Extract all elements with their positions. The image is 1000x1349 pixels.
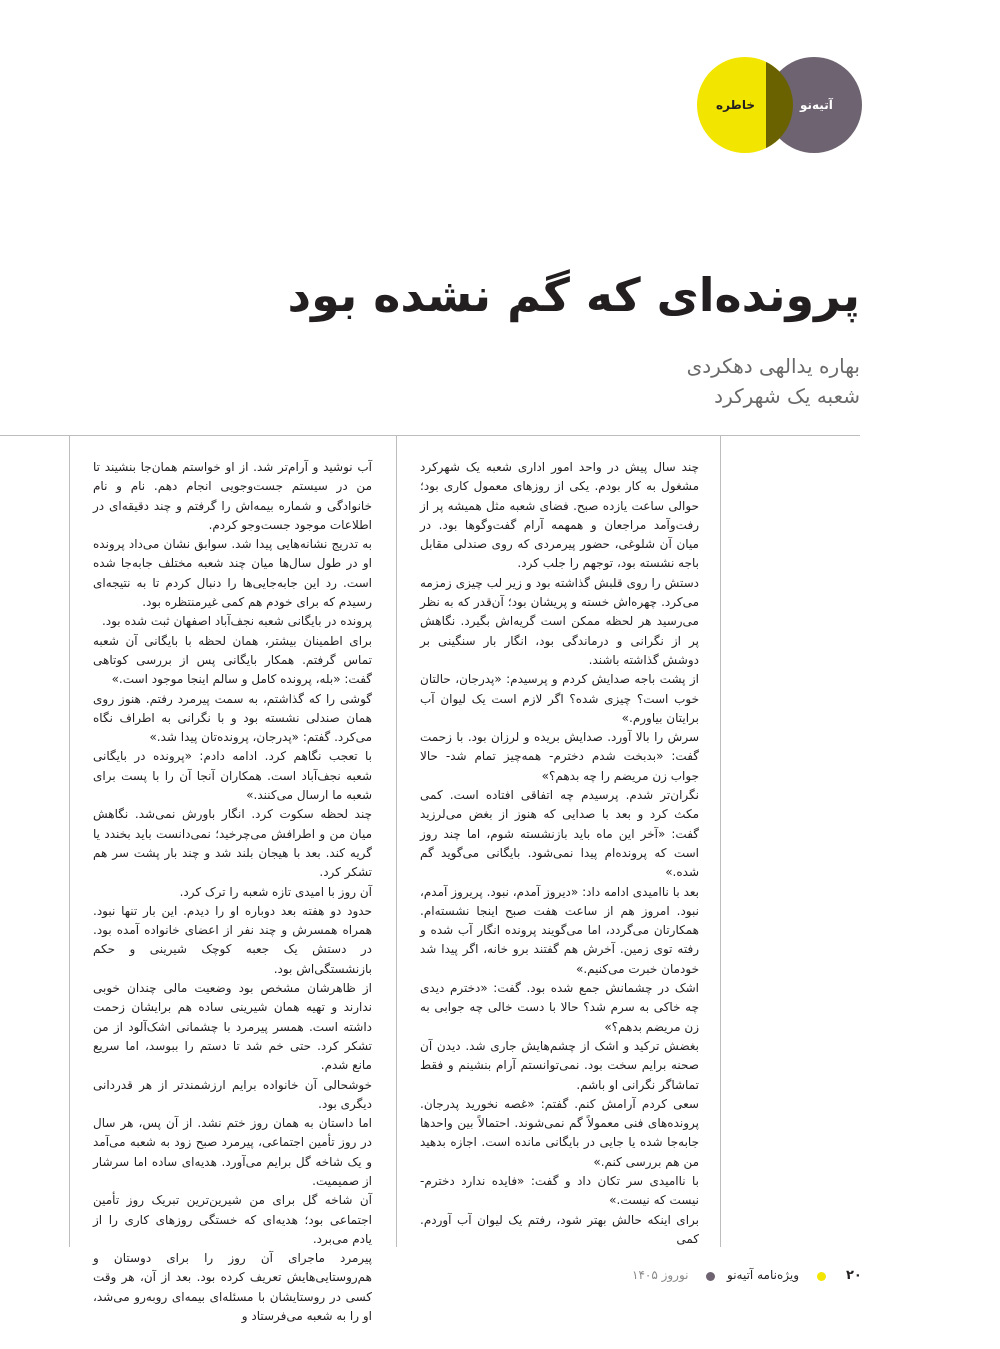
column-divider-left (69, 435, 70, 1247)
author-name: بهاره یدالهی دهکردی (686, 354, 860, 378)
brand-badge-label: آتیه‌نو (800, 98, 833, 112)
page-number: ۲۰ (846, 1268, 862, 1283)
paragraph: چند سال پیش در واحد امور اداری شعبه یک شهرکرد مشغول به کار بودم. یکی از روزهای معمول کاری بود؛ حوالی ساعت یازده صبح. فضای شعبه مثل همیشه پر از رفت‌وآمد مراجعان و همهمه آرام گفت‌وگوها بود. در میان آن شلوغی، حضور پیرمردی که روی صندلی مقابل باجه نشسته بود، توجهم را جلب کرد. (420, 460, 699, 571)
magazine-name: ویژه‌نامه آتیه‌نو (727, 1268, 799, 1282)
paragraph: خوشحالی آن خانواده برایم ارزشمندتر از هر قدردانی دیگری بود. (93, 1077, 372, 1111)
paragraph: بغضش ترکید و اشک از چشم‌هایش جاری شد. دیدن آن صحنه برایم سخت بود. نمی‌توانستم آرام بنشینم و فقط تماشاگر نگرانی او باشم. (420, 1038, 699, 1092)
paragraph: به تدریج نشانه‌هایی پیدا شد. سوابق نشان می‌داد پرونده او در طول سال‌ها میان چند شعبه مختلف جابه‌جا شده است. رد این جابه‌جایی‌ها را دنبال کردم تا به نتیجه‌ای رسیدم که برای خودم هم کمی غیرمنتظره بود. (93, 537, 372, 610)
author-branch: شعبه یک شهرکرد (714, 384, 860, 408)
horizontal-divider (0, 435, 860, 436)
paragraph: برای اینکه حالش بهتر شود، رفتم یک لیوان آب آوردم. کمی (420, 1212, 699, 1246)
paragraph: آب نوشید و آرام‌تر شد. از او خواستم همان‌جا بنشیند تا من در سیستم جست‌وجویی انجام دهم. نام و نام خانوادگی و شماره بیمه‌اش را گرفتم و چند دقیقه‌ای در اطلاعات موجود جست‌وجو کردم. (93, 460, 372, 532)
paragraph: برای اطمینان بیشتر، همان لحظه با بایگانی آن شعبه تماس گرفتم. همکار بایگانی پس از بررسی کوتاهی گفت: «بله، پرونده کامل و سالم اینجا موجود است.» (93, 633, 372, 687)
circle-overlap (766, 57, 793, 153)
paragraph: بعد با ناامیدی ادامه داد: «دیروز آمدم، نبود. پریروز آمدم، نبود. امروز هم از ساعت هفت صبح اینجا نشسته‌ام. همکارتان می‌گردد، اما می‌گویند پرونده انگار آب شده و رفته توی زمین. آخرش هم گفتند برو خانه، اگر پیدا شد خودمان خبرت می‌کنیم.» (420, 884, 699, 976)
article-column-right (420, 458, 699, 1249)
paragraph: با ناامیدی سر تکان داد و گفت: «فایده ندارد دخترم- نیست که نیست.» (420, 1173, 699, 1208)
article-column-left (93, 458, 372, 1326)
issue-label: نوروز ۱۴۰۵ (632, 1268, 689, 1282)
paragraph: چند لحظه سکوت کرد. انگار باورش نمی‌شد. نگاهش میان من و اطرافش می‌چرخید؛ نمی‌دانست باید بخندد یا گریه کند. بعد با هیجان بلند شد و چند بار پشت سر هم تشکر کرد. (93, 807, 372, 880)
purple-dot-icon (706, 1272, 715, 1281)
paragraph: سعی کردم آرامش کنم. گفتم: «غصه نخورید پدرجان. پرونده‌های فنی معمولاً گم نمی‌شوند. احتمالاً بین واحدها جابه‌جا شده یا جایی در بایگانی مانده است. اجازه بدهید من هم بررسی کنم.» (420, 1096, 699, 1169)
paragraph: از ظاهرشان مشخص بود وضعیت مالی چندان خوبی ندارند و تهیه همان شیرینی ساده هم برایشان زحمت داشته است. همسر پیرمرد با چشمانی اشک‌آلود از من تشکر کرد. حتی خم شد تا دستم را ببوسد، اما سریع مانع شدم. (93, 981, 372, 1073)
paragraph: گوشی را که گذاشتم، به سمت پیرمرد رفتم. هنوز روی همان صندلی نشسته بود و با نگرانی به اطراف نگاه می‌کرد. گفتم: «پدرجان، پرونده‌تان پیدا شد.» (93, 691, 372, 745)
paragraph: سرش را بالا آورد. صدایش بریده و لرزان بود. با زحمت گفت: «بدبخت شدم دخترم- همه‌چیز تمام شد- حالا جواب زن مریضم را چه بدهم؟» (420, 730, 699, 783)
article-title: پرونده‌ای که گم نشده بود (287, 268, 860, 322)
paragraph: آن روز با امیدی تازه شعبه را ترک کرد. (179, 884, 372, 899)
paragraph: نگران‌تر شدم. پرسیدم چه اتفاقی افتاده است. کمی مکث کرد و بعد با صدایی که هنوز از بغض می‌لرزید گفت: «آخر این ماه باید بازنشسته شوم، اما چند روز است که پرونده‌ام پیدا نمی‌شود. بایگانی می‌گوید گم شده.» (420, 788, 699, 880)
section-badge-label: خاطره (716, 98, 756, 112)
yellow-dot-icon (817, 1272, 826, 1281)
paragraph: آن شاخه گل برای من شیرین‌ترین تبریک روز تأمین اجتماعی بود؛ هدیه‌ای که خستگی روزهای کاری را از یادم می‌برد. (93, 1193, 372, 1246)
paragraph: از پشت باجه صدایش کردم و پرسیدم: «پدرجان، حالتان خوب است؟ چیزی شده؟ اگر لازم است یک لیوان آب برایتان بیاورم.» (420, 672, 699, 725)
paragraph: اما داستان به همان روز ختم نشد. از آن پس، هر سال در روز تأمین اجتماعی، پیرمرد صبح زود به شعبه می‌آمد و یک شاخه گل برایم می‌آورد. هدیه‌ای ساده اما سرشار از صمیمیت. (93, 1116, 372, 1188)
paragraph: پرونده در بایگانی شعبه نجف‌آباد اصفهان ثبت شده بود. (101, 614, 372, 629)
paragraph: دستش را روی قلبش گذاشته بود و زیر لب چیزی زمزمه می‌کرد. چهره‌اش خسته و پریشان بود؛ آن‌قدر که به نظر می‌رسید هر لحظه ممکن است گریه‌اش بگیرد. نگاهش پر از نگرانی و درماندگی بود، انگار بار سنگینی بر دوشش گذاشته باشند. (420, 575, 699, 667)
paragraph: حدود دو هفته بعد دوباره او را دیدم. این بار تنها نبود. همراه همسرش و چند نفر از اعضای خانواده آمده بود. در دستش یک جعبه کوچک شیرینی و حکم بازنشستگی‌اش بود. (93, 903, 372, 976)
column-divider-right (720, 435, 721, 1247)
paragraph: با تعجب نگاهم کرد. ادامه دادم: «پرونده در بایگانی شعبه نجف‌آباد است. همکاران آنجا آن را با پست برای شعبه ما ارسال می‌کنند.» (93, 749, 372, 803)
paragraph: اشک در چشمانش جمع شده بود. گفت: «دخترم دیدی چه خاکی به سرم شد؟ حالا با دست خالی چه جوابی به زن مریضم بدهم؟» (420, 981, 699, 1034)
column-divider-middle (396, 435, 397, 1247)
paragraph: پیرمرد ماجرای آن روز را برای دوستان و هم‌روستایی‌هایش تعریف کرده بود. بعد از آن، هر وقت کسی در روستایشان با مسئله‌ای بیمه‌ای روبه‌رو می‌شد، او را به شعبه می‌فرستاد و (93, 1251, 372, 1324)
